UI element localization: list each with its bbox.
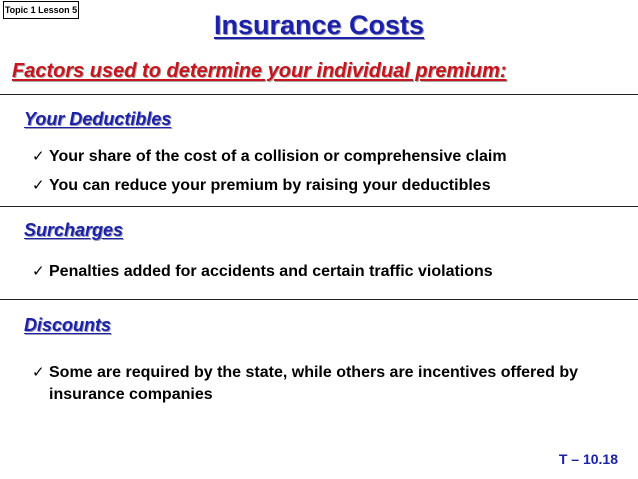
heading-surcharges: Surcharges bbox=[24, 220, 124, 240]
check-mark-icon: ✓ bbox=[32, 177, 45, 194]
heading-deductibles: Your Deductibles bbox=[24, 109, 172, 129]
bullet-item bbox=[32, 362, 602, 406]
bullet-text: Some are required by the state, while others are incentives offered by insurance companies bbox=[49, 364, 579, 403]
divider bbox=[0, 299, 638, 300]
check-mark-icon: ✓ bbox=[32, 364, 45, 381]
divider bbox=[0, 206, 638, 207]
check-mark-icon: ✓ bbox=[32, 263, 45, 280]
check-mark-icon: ✓ bbox=[32, 148, 45, 165]
bullet-text: Your share of the cost of a collision or comprehensive claim bbox=[49, 148, 507, 165]
slide-title: Insurance Costs bbox=[213, 10, 425, 40]
divider bbox=[0, 94, 638, 95]
bullet-item bbox=[32, 146, 622, 168]
bullet-item bbox=[32, 175, 622, 197]
bullet-text: Penalties added for accidents and certain traffic violations bbox=[49, 263, 493, 280]
slide-subtitle: Factors used to determine your individual premium: bbox=[12, 60, 507, 82]
bullet-text: You can reduce your premium by raising your deductibles bbox=[49, 177, 491, 194]
bullet-item bbox=[32, 261, 622, 283]
slide-code: T – 10.18 bbox=[558, 451, 618, 467]
topic-label: Topic 1 Lesson 5 bbox=[3, 1, 79, 19]
heading-discounts: Discounts bbox=[24, 315, 112, 335]
